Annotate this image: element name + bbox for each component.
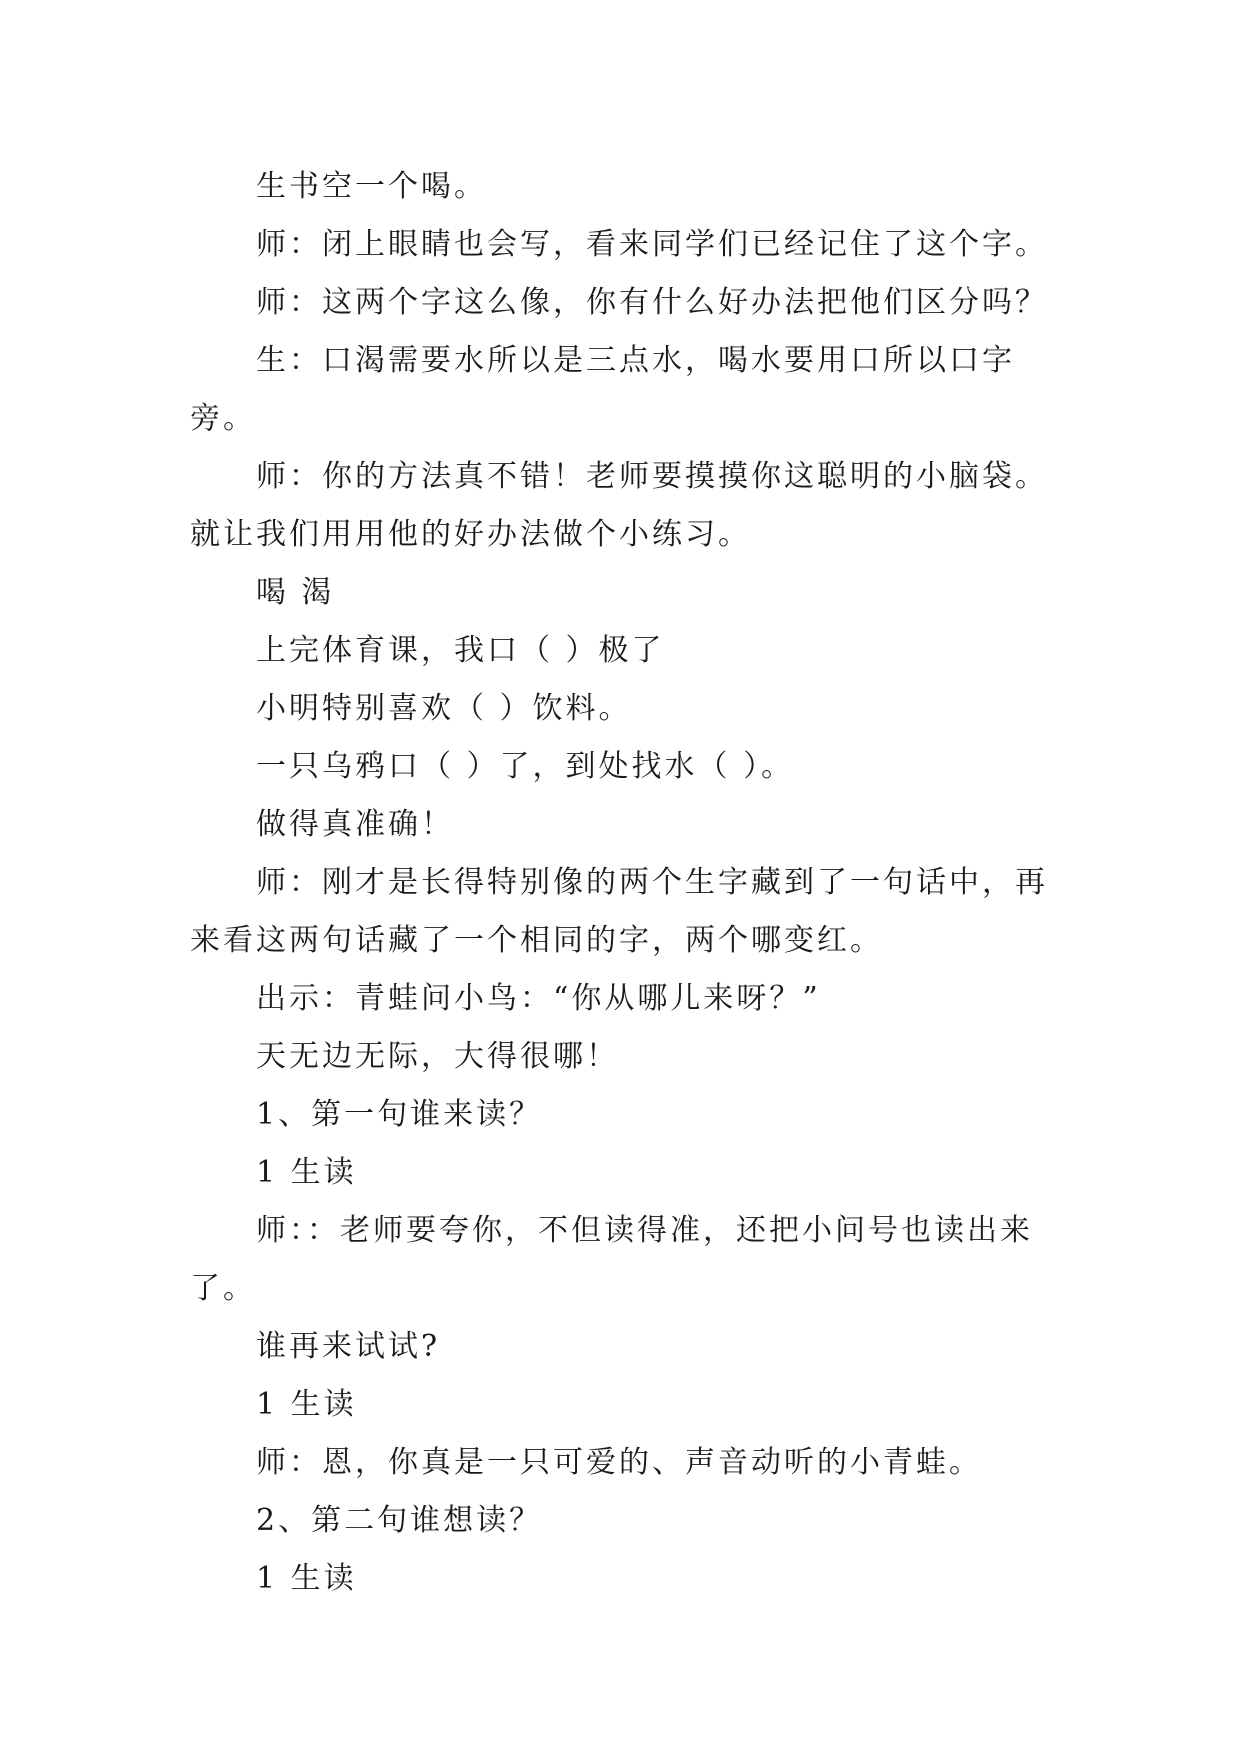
document-body xyxy=(190,158,1080,1608)
paragraph: 小明特别喜欢（ ）饮料。 xyxy=(256,691,632,726)
paragraph: 谁再来试试? xyxy=(256,1329,441,1364)
paragraph: 喝 渴 xyxy=(256,575,335,610)
paragraph: 2、第二句谁想读？ xyxy=(256,1503,543,1538)
paragraph: 1 生读 xyxy=(256,1561,357,1596)
paragraph: 师：恩，你真是一只可爱的、声音动听的小青蛙。 xyxy=(256,1445,982,1480)
paragraph: 师：你的方法真不错！老师要摸摸你这聪明的小脑袋。就让我们用用他的好办法做个小练习。 xyxy=(190,459,1048,552)
paragraph: 生：口渴需要水所以是三点水，喝水要用口所以口字旁。 xyxy=(190,343,1015,436)
paragraph: 做得真准确！ xyxy=(256,807,454,842)
paragraph: 师：：老师要夸你，不但读得准，还把小问号也读出来了。 xyxy=(190,1213,1033,1306)
paragraph: 天无边无际，大得很哪！ xyxy=(256,1039,619,1074)
paragraph: 上完体育课，我口（ ）极了 xyxy=(256,633,665,668)
paragraph: 1 生读 xyxy=(256,1387,357,1422)
paragraph: 师：刚才是长得特别像的两个生字藏到了一句话中，再来看这两句话藏了一个相同的字，两个哪变红。 xyxy=(190,865,1048,958)
paragraph: 生书空一个喝。 xyxy=(256,169,487,204)
paragraph: 师：闭上眼睛也会写，看来同学们已经记住了这个字。 xyxy=(256,227,1048,262)
paragraph: 师：这两个字这么像，你有什么好办法把他们区分吗？ xyxy=(256,285,1048,320)
paragraph: 1 生读 xyxy=(256,1155,357,1190)
paragraph: 出示：青蛙问小鸟：“你从哪儿来呀？” xyxy=(256,981,821,1016)
paragraph: 一只乌鸦口（ ）了，到处找水（ ）。 xyxy=(256,749,795,784)
paragraph: 1、第一句谁来读？ xyxy=(256,1097,543,1132)
